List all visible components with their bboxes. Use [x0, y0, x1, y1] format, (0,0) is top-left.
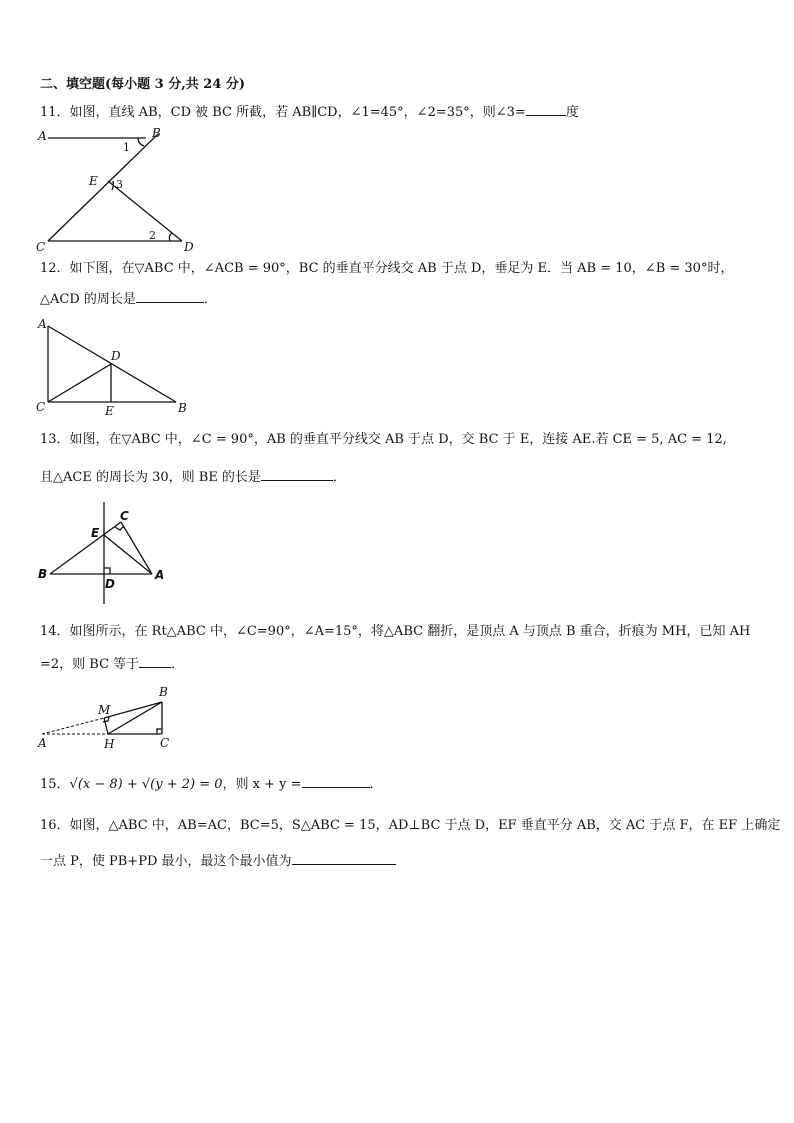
q13-right-angle-c [115, 526, 124, 530]
q14-stem: =2，则 BC 等于 [40, 657, 140, 672]
q13-answer-blank[interactable] [261, 468, 333, 481]
q11-label-b: B [152, 126, 161, 140]
q14-right-angle-c [157, 729, 162, 734]
q16-answer-blank[interactable] [292, 852, 396, 865]
q13-line-ca [121, 522, 152, 574]
q14-line2 [40, 655, 184, 674]
q11-label-e: E [89, 174, 98, 188]
q11-label-c: C [36, 240, 46, 254]
q11-angle2-arc [169, 233, 172, 241]
q12-line-cd [48, 364, 111, 402]
q14-label-h: H [104, 737, 115, 751]
q12-line2 [40, 290, 217, 309]
q15-answer-blank[interactable] [302, 775, 370, 788]
q14-figure [34, 684, 184, 754]
q14-line-mh [104, 718, 108, 734]
q13-label-d: D [105, 577, 115, 591]
q13-label-e: E [91, 526, 100, 540]
q13-suffix: ． [332, 470, 346, 485]
q13-stem: 且△ACE 的周长为 30，则 BE 的长是 [40, 470, 261, 485]
q14-label-c: C [160, 736, 170, 750]
q11-text [40, 103, 579, 122]
q12-label-e: E [105, 404, 114, 418]
q11-angle3-arc [112, 181, 113, 190]
q14-line-mb [104, 702, 162, 718]
q12-suffix: ． [203, 292, 217, 307]
q13-line2 [40, 468, 346, 487]
q12-answer-blank[interactable] [136, 290, 204, 303]
section-title: 二、填空题(每小题 3 分,共 24 分) [40, 77, 246, 92]
q13-line-bc [50, 522, 121, 574]
q14-line-hb [108, 702, 162, 734]
q11-label-3: 3 [116, 178, 123, 191]
q12-figure [34, 316, 194, 416]
q12-label-b: B [178, 401, 187, 415]
q11-label-1: 1 [123, 141, 130, 154]
q12-label-a: A [38, 317, 47, 331]
q15-text [40, 775, 383, 794]
q11-label-d: D [184, 240, 194, 254]
q11-figure [34, 128, 204, 253]
q12-stem: △ACD 的周长是 [40, 292, 136, 307]
q14-label-a: A [38, 736, 47, 750]
q11-label-a: A [38, 129, 47, 143]
q11-line-bc [48, 134, 158, 241]
q12-label-c: C [36, 400, 46, 414]
q13-label-a: A [155, 568, 165, 582]
q14-label-m: M [98, 703, 111, 717]
q13-line1: 13．如图，在▽ABC 中，∠C = 90°，AB 的垂直平分线交 AB 于点 D，交 BC 于 E，连接 AE.若 CE = 5, AC = 12, [40, 432, 727, 447]
q13-line-ea [104, 535, 152, 574]
q13-right-angle-d [104, 568, 110, 574]
q14-suffix: ． [171, 657, 185, 672]
q12-label-d: D [111, 349, 121, 363]
q16-line2 [40, 852, 396, 871]
q14-line1: 14．如图所示，在 Rt△ABC 中，∠C=90°，∠A=15°，将△ABC 翻折，是顶点 A 与顶点 B 重合，折痕为 MH，已知 AH [40, 624, 751, 639]
q15-suffix: ． [369, 777, 383, 792]
q16-line1: 16．如图，△ABC 中，AB=AC，BC=5，S△ABC = 15，AD⊥BC 于点 D，EF 垂直平分 AB，交 AC 于点 F，在 EF 上确定 [40, 818, 781, 833]
q11-stem: 11．如图，直线 AB，CD 被 BC 所截，若 AB∥CD，∠1=45°，∠2=35°，则∠3= [40, 105, 526, 120]
q11-label-2: 2 [149, 229, 156, 242]
q14-label-b: B [159, 685, 168, 699]
q11-angle1-arc [138, 138, 144, 146]
q13-label-c: C [120, 509, 129, 523]
q11-suffix: 度 [565, 105, 579, 120]
q13-figure [34, 500, 174, 610]
q15-prefix: 15． [40, 777, 70, 792]
q12-line1: 12．如下图，在▽ABC 中，∠ACB = 90°，BC 的垂直平分线交 AB 于点 D，垂足为 E．当 AB = 10，∠B = 30°时， [40, 261, 734, 276]
q15-formula: √(x − 8) + √(y + 2) = 0 [69, 777, 223, 792]
q14-dash-am [42, 718, 104, 734]
q13-label-b: B [38, 567, 48, 581]
q11-answer-blank[interactable] [526, 103, 566, 116]
q14-answer-blank[interactable] [139, 655, 171, 668]
q16-stem: 一点 P，使 PB+PD 最小，最这个最小值为 [40, 854, 292, 869]
q15-middle: ，则 x + y = [222, 777, 302, 792]
